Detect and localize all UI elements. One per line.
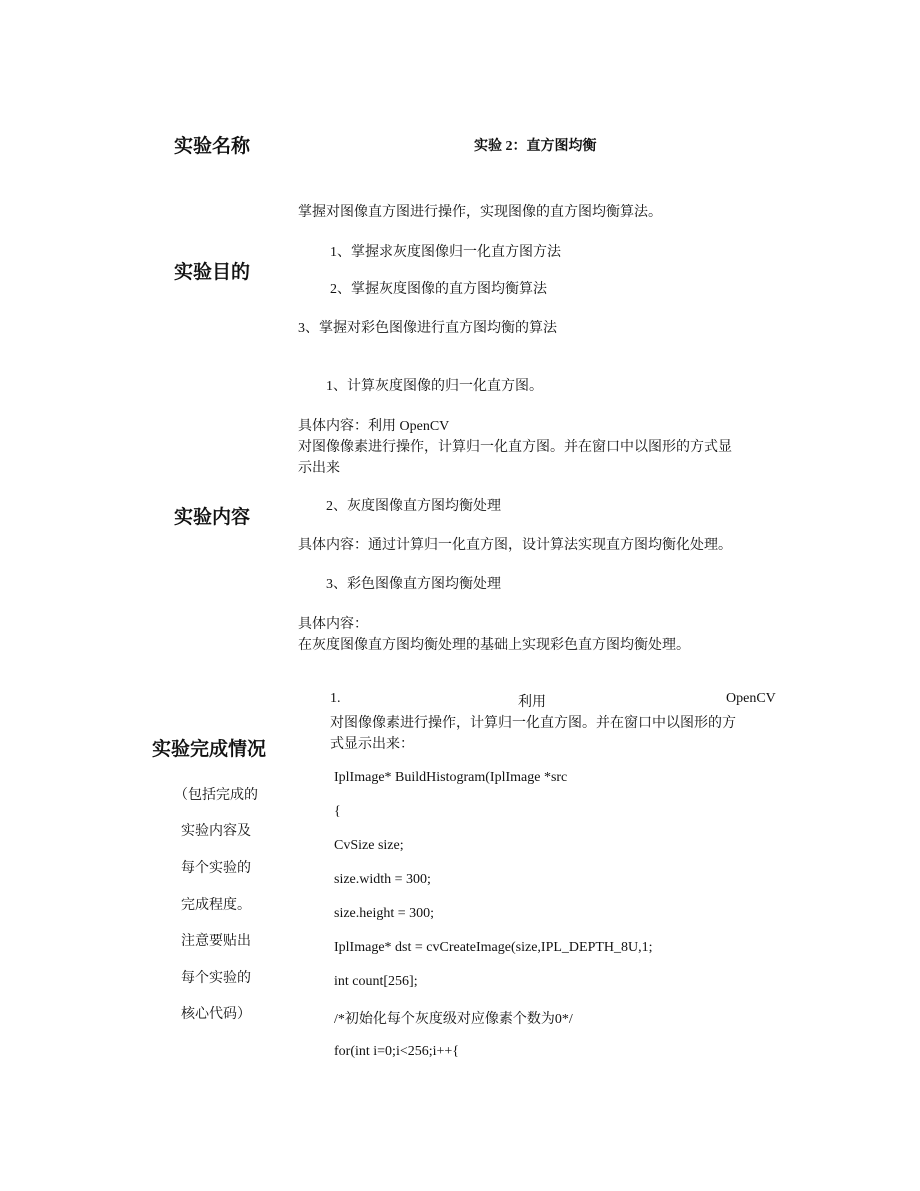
content-detail-1-line-3: 示出来 xyxy=(298,461,340,476)
code-line: int count[256]; xyxy=(334,974,418,989)
content-detail-1-line-2: 对图像像素进行操作，计算归一化直方图。并在窗口中以图形的方式显 xyxy=(298,440,732,455)
code-line: size.width = 300; xyxy=(334,872,431,887)
purpose-intro: 掌握对图像直方图进行操作，实现图像的直方图均衡算法。 xyxy=(298,205,662,220)
completion-note-line: （包括完成的 xyxy=(174,788,258,803)
code-line: CvSize size; xyxy=(334,838,404,853)
code-line: { xyxy=(334,804,341,819)
content-item-1: 1、计算灰度图像的归一化直方图。 xyxy=(326,379,543,394)
content-detail-3-line-1: 具体内容： xyxy=(298,617,368,632)
purpose-item-1: 1、掌握求灰度图像归一化直方图方法 xyxy=(330,245,561,260)
code-line: size.height = 300; xyxy=(334,906,435,921)
completion-note-line: 每个实验的 xyxy=(181,861,251,876)
experiment-content-label: 实验内容 xyxy=(174,506,251,528)
content-detail-3-line-2: 在灰度图像直方图均衡处理的基础上实现彩色直方图均衡处理。 xyxy=(298,638,690,653)
completion-heading-word-2: OpenCV xyxy=(726,691,776,706)
purpose-item-3: 3、掌握对彩色图像进行直方图均衡的算法 xyxy=(298,321,557,336)
completion-note-line: 核心代码） xyxy=(181,1007,251,1022)
experiment-completion-label: 实验完成情况 xyxy=(152,738,267,760)
experiment-name-label: 实验名称 xyxy=(174,135,251,157)
experiment-purpose-label: 实验目的 xyxy=(174,261,251,283)
code-line: IplImage* dst = cvCreateImage(size,IPL_DEPTH_8U,1; xyxy=(334,940,653,955)
completion-heading-line-2: 对图像像素进行操作，计算归一化直方图。并在窗口中以图形的方 xyxy=(330,716,736,731)
completion-heading-word-1: 利用 xyxy=(518,695,546,710)
completion-note-line: 完成程度。 xyxy=(181,898,251,913)
completion-heading-number: 1. xyxy=(330,691,341,706)
content-detail-1-line-1: 具体内容：利用 OpenCV xyxy=(298,419,450,434)
completion-heading-line-3: 式显示出来： xyxy=(330,737,414,752)
code-line: /*初始化每个灰度级对应像素个数为0*/ xyxy=(334,1012,573,1027)
purpose-item-2: 2、掌握灰度图像的直方图均衡算法 xyxy=(330,282,547,297)
content-detail-2: 具体内容：通过计算归一化直方图，设计算法实现直方图均衡化处理。 xyxy=(298,538,732,553)
completion-note-line: 实验内容及 xyxy=(181,824,251,839)
code-line: IplImage* BuildHistogram(IplImage *src xyxy=(334,770,568,785)
completion-note-line: 注意要贴出 xyxy=(181,934,251,949)
code-line: for(int i=0;i<256;i++{ xyxy=(334,1044,460,1059)
completion-note-line: 每个实验的 xyxy=(181,971,251,986)
content-item-3: 3、彩色图像直方图均衡处理 xyxy=(326,577,501,592)
content-item-2: 2、灰度图像直方图均衡处理 xyxy=(326,499,501,514)
experiment-name-value: 实验 2：直方图均衡 xyxy=(474,139,597,154)
